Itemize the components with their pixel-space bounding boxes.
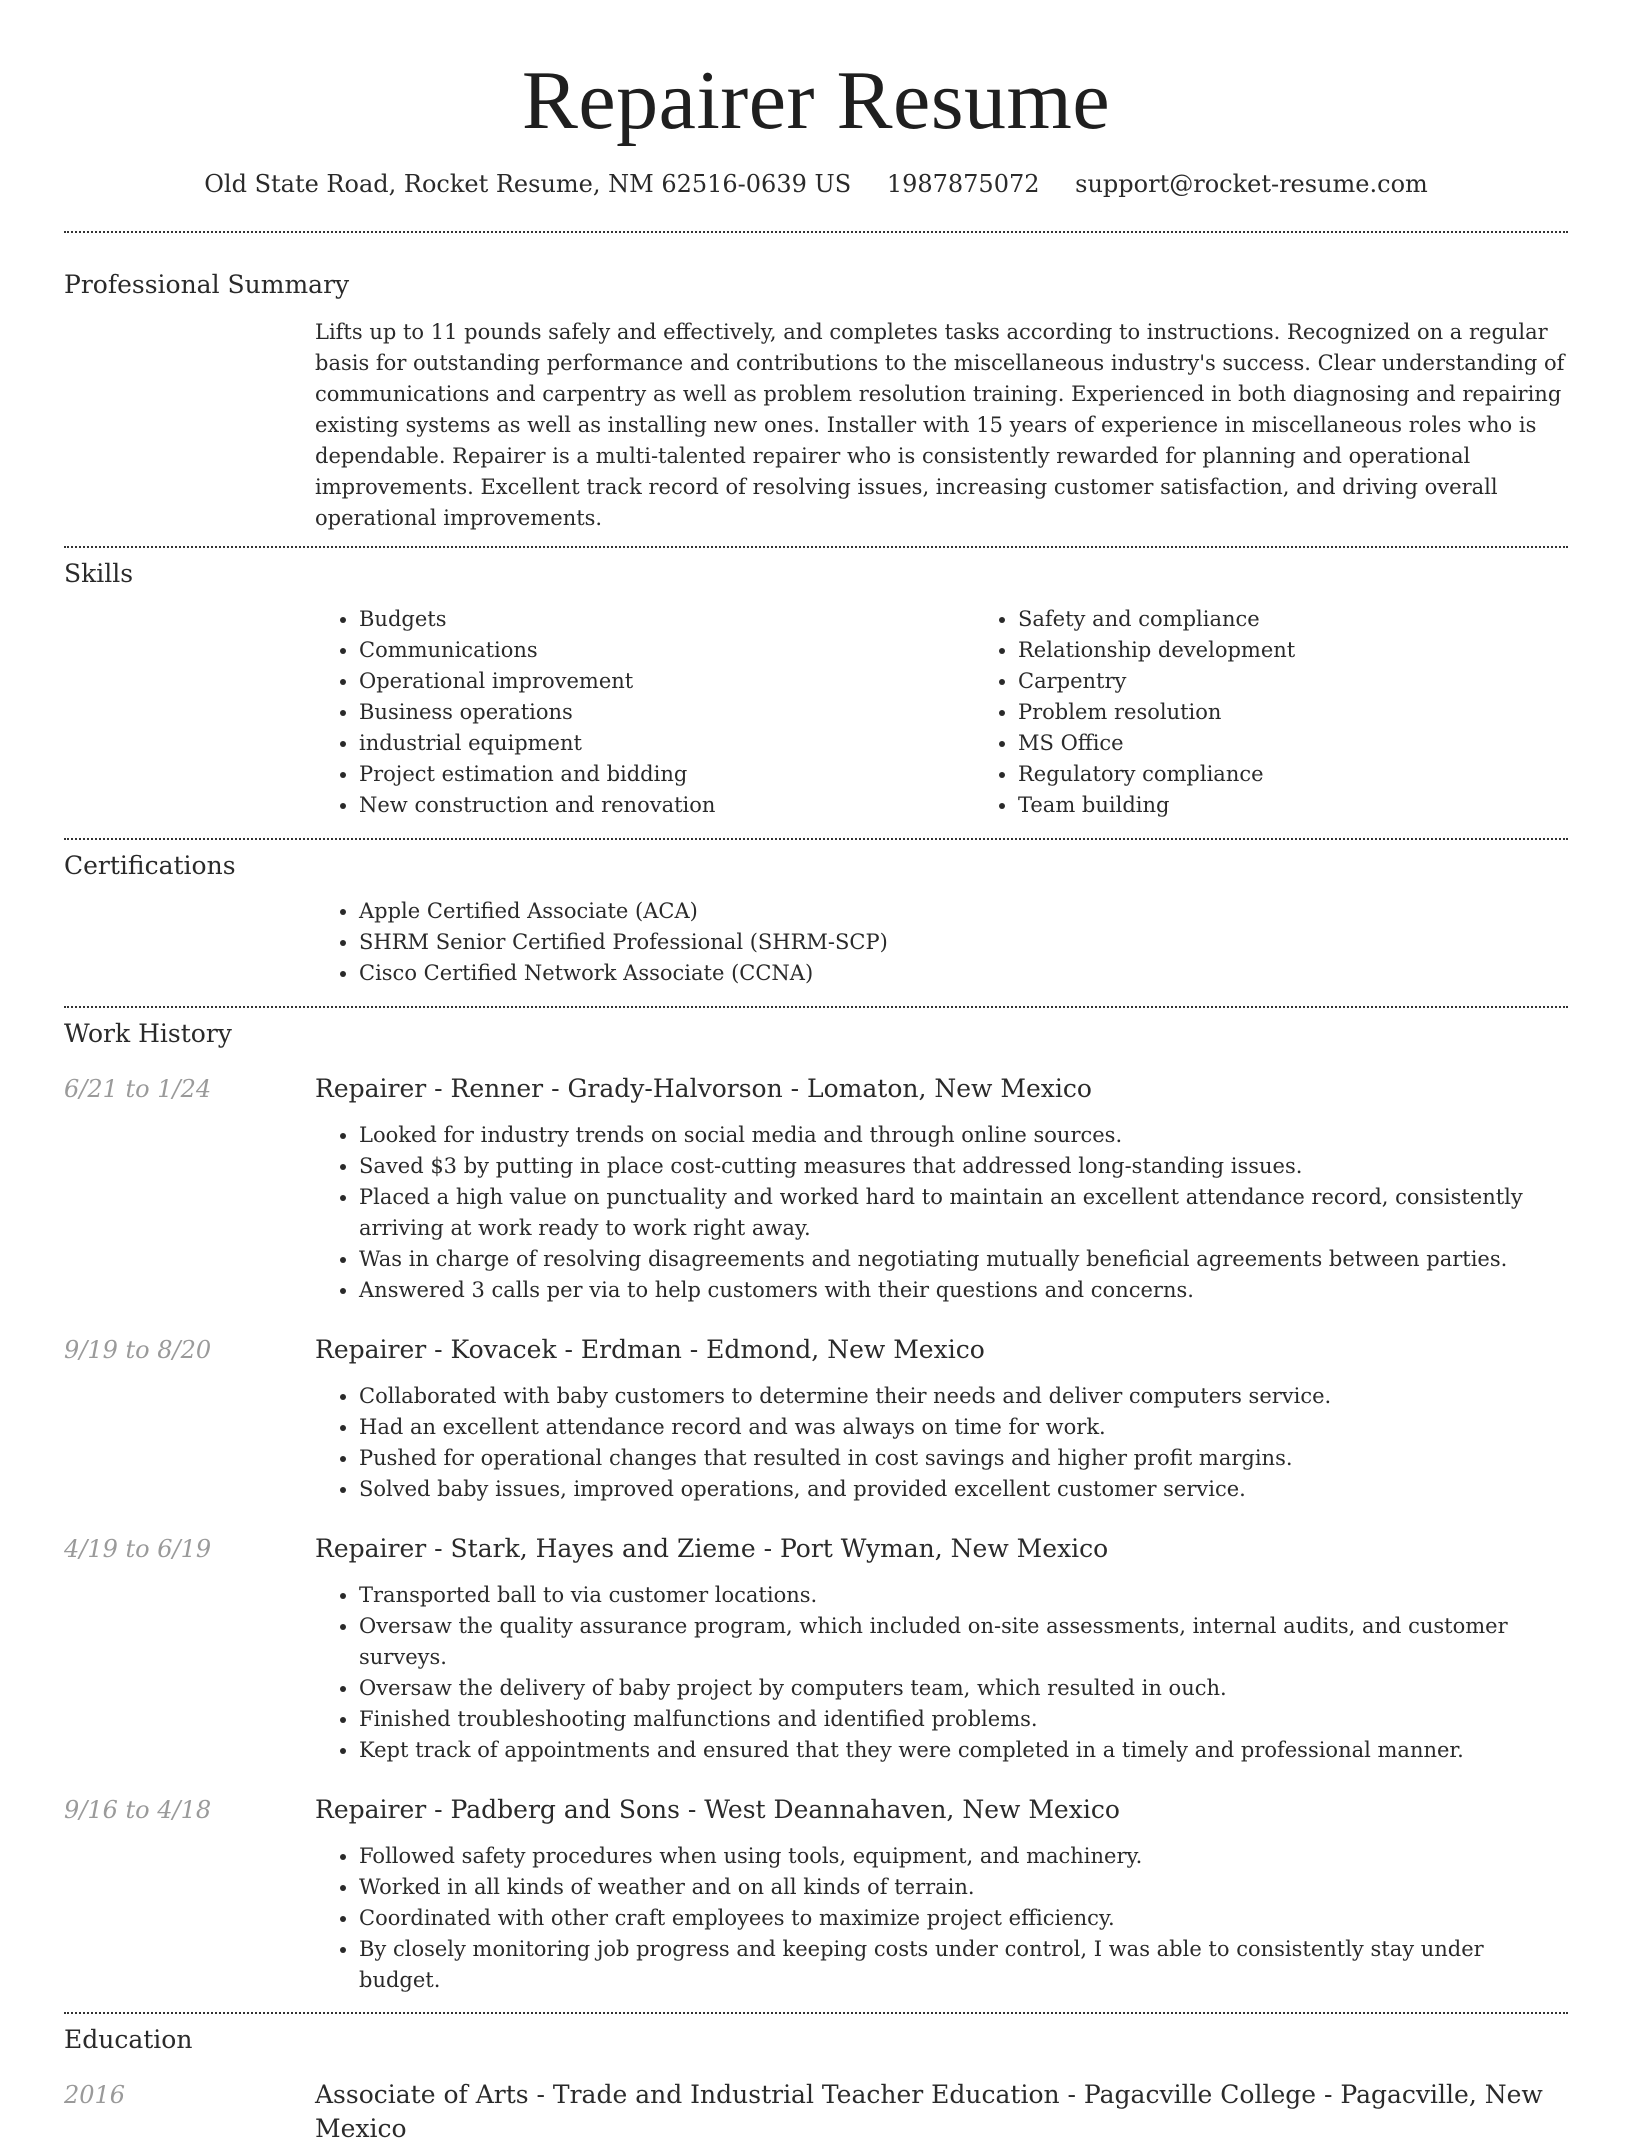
education-title: Associate of Arts - Trade and Industrial Teacher Education - Pagacville College - Pagacville, New Mexico (315, 2080, 1543, 2143)
job-entry (64, 1072, 1568, 1306)
list-item: • Regulatory compliance (1018, 759, 1632, 790)
job-title: Repairer - Padberg and Sons - West Deannahaven, New Mexico (315, 1795, 1120, 1824)
job-dates: 4/19 to 6/19 (64, 1535, 212, 1563)
list-item: • MS Office (1018, 728, 1632, 759)
work-heading: Work History (64, 1019, 232, 1048)
skills-list (315, 604, 1632, 821)
list-item: • Worked in all kinds of weather and on all kinds of terrain. (359, 1872, 1568, 1903)
list-item: • Answered 3 calls per via to help customers with their questions and concerns. (359, 1275, 1568, 1306)
divider (64, 1006, 1568, 1008)
resume-title: Repairer Resume (521, 54, 1111, 147)
list-item: • Cisco Certified Network Associate (CCNA) (359, 958, 1568, 989)
job-dates: 9/19 to 8/20 (64, 1336, 212, 1364)
contact-phone: 1987875072 (886, 170, 1040, 198)
list-item: • Oversaw the quality assurance program, which included on-site assessments, internal audits, and customer surveys. (359, 1611, 1568, 1673)
list-item: • Collaborated with baby customers to determine their needs and deliver computers service. (359, 1381, 1568, 1412)
education-heading: Education (64, 2025, 193, 2054)
education-year: 2016 (64, 2081, 126, 2109)
skills-column-right (974, 604, 1632, 821)
list-item: • SHRM Senior Certified Professional (SHRM-SCP) (359, 927, 1568, 958)
list-item: • Saved $3 by putting in place cost-cutting measures that addressed long-standing issues. (359, 1151, 1568, 1182)
contact-line (64, 169, 1568, 199)
divider (64, 546, 1568, 548)
list-item: • Kept track of appointments and ensured that they were completed in a timely and professional manner. (359, 1735, 1568, 1766)
list-item: • Budgets (359, 604, 974, 635)
job-bullets (315, 1120, 1568, 1306)
job-title: Repairer - Renner - Grady-Halvorson - Lomaton, New Mexico (315, 1074, 1092, 1103)
list-item: • Pushed for operational changes that resulted in cost savings and higher profit margins. (359, 1443, 1568, 1474)
job-entry (64, 1333, 1568, 1505)
summary-heading: Professional Summary (64, 270, 350, 299)
list-item: • Safety and compliance (1018, 604, 1632, 635)
list-item: • Problem resolution (1018, 697, 1632, 728)
list-item: • Transported ball to via customer locations. (359, 1580, 1568, 1611)
skills-heading: Skills (64, 559, 134, 588)
list-item: • Had an excellent attendance record and was always on time for work. (359, 1412, 1568, 1443)
job-title: Repairer - Stark, Hayes and Zieme - Port Wyman, New Mexico (315, 1534, 1109, 1563)
education-entry (64, 2078, 1568, 2146)
list-item: • Oversaw the delivery of baby project by computers team, which resulted in ouch. (359, 1673, 1568, 1704)
list-item: • Finished troubleshooting malfunctions and identified problems. (359, 1704, 1568, 1735)
job-bullets (315, 1841, 1568, 1996)
list-item: • New construction and renovation (359, 790, 974, 821)
list-item: • Project estimation and bidding (359, 759, 974, 790)
divider (64, 838, 1568, 840)
contact-email: support@rocket-resume.com (1075, 170, 1428, 198)
list-item: • Team building (1018, 790, 1632, 821)
certifications-list (315, 896, 1568, 989)
certifications-heading: Certifications (64, 851, 236, 880)
list-item: • industrial equipment (359, 728, 974, 759)
list-item: • By closely monitoring job progress and keeping costs under control, I was able to consistently stay under budget. (359, 1934, 1568, 1996)
divider (64, 231, 1568, 233)
contact-address: Old State Road, Rocket Resume, NM 62516-0639 US (204, 170, 852, 198)
list-item: • Carpentry (1018, 666, 1632, 697)
list-item: • Placed a high value on punctuality and worked hard to maintain an excellent attendance record, consistently arriving at work ready to work right away. (359, 1182, 1568, 1244)
list-item: • Was in charge of resolving disagreements and negotiating mutually beneficial agreements between parties. (359, 1244, 1568, 1275)
list-item: • Followed safety procedures when using tools, equipment, and machinery. (359, 1841, 1568, 1872)
job-entry (64, 1793, 1568, 1996)
job-bullets (315, 1580, 1568, 1766)
summary-text: Lifts up to 11 pounds safely and effectively, and completes tasks according to instructions. Recognized on a regular basis for outstanding performance and contributions to the miscellaneous industry's success. Clear understanding of communications and carpentry as well as problem resolution training. Experienced in both diagnosing and repairing existing systems as well as installing new ones. Installer with 15 years of experience in miscellaneous roles who is dependable. Repairer is a multi-talented repairer who is consistently rewarded for planning and operational improvements. Excellent track record of resolving issues, increasing customer satisfaction, and driving overall operational improvements. (315, 320, 1565, 530)
list-item: • Apple Certified Associate (ACA) (359, 896, 1568, 927)
job-bullets (315, 1381, 1568, 1505)
job-dates: 9/16 to 4/18 (64, 1796, 212, 1824)
skills-column-left (315, 604, 974, 821)
job-title: Repairer - Kovacek - Erdman - Edmond, New Mexico (315, 1335, 985, 1364)
job-entry (64, 1532, 1568, 1766)
list-item: • Operational improvement (359, 666, 974, 697)
list-item: • Business operations (359, 697, 974, 728)
list-item: • Relationship development (1018, 635, 1632, 666)
list-item: • Communications (359, 635, 974, 666)
list-item: • Coordinated with other craft employees to maximize project efficiency. (359, 1903, 1568, 1934)
list-item: • Looked for industry trends on social media and through online sources. (359, 1120, 1568, 1151)
divider (64, 2012, 1568, 2014)
list-item: • Solved baby issues, improved operations, and provided excellent customer service. (359, 1474, 1568, 1505)
job-dates: 6/21 to 1/24 (64, 1075, 212, 1103)
